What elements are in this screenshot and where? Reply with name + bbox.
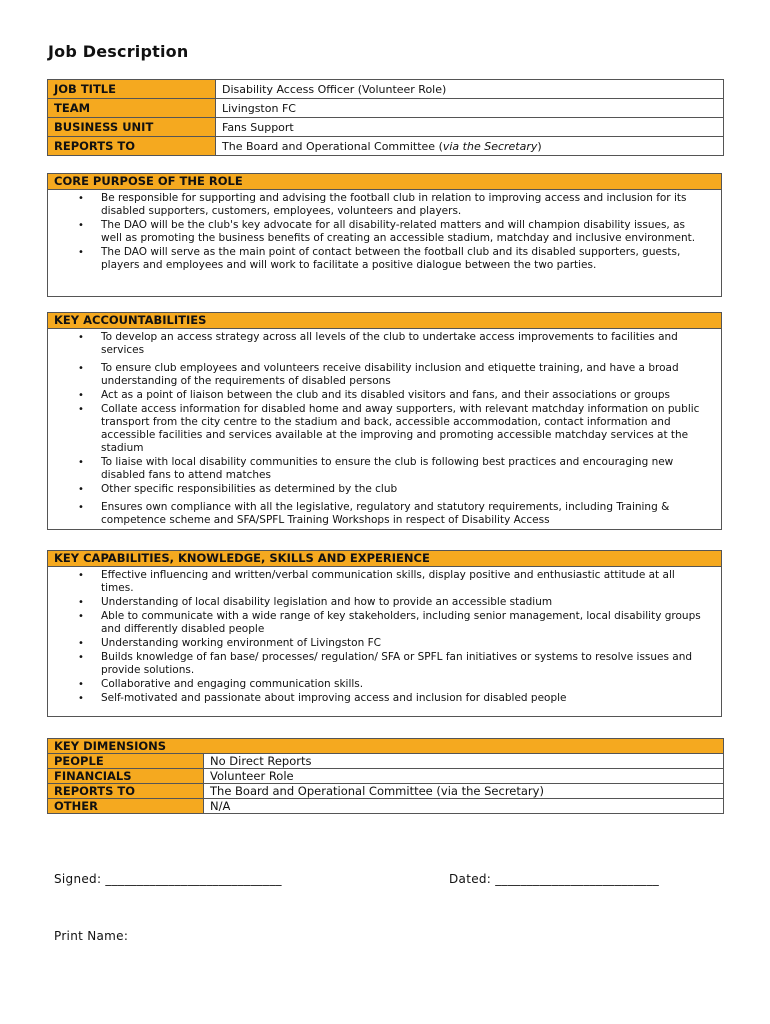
list-item: • Ensures own compliance with all the legislative, regulatory and statutory requirements, including Training & competence scheme and SFA/SPFL Training Workshops in respect of Disability Access <box>101 501 707 527</box>
list-item: • To develop an access strategy across all levels of the club to undertake access improvements to facilities and services <box>101 331 707 357</box>
list-item: • Effective influencing and written/verbal communication skills, display positive and enthusiastic attitude at all times. <box>101 569 707 595</box>
key-dimensions-table <box>47 738 724 814</box>
people-label: PEOPLE <box>48 754 204 769</box>
list-item: • Self-motivated and passionate about improving access and inclusion for disabled people <box>101 692 707 705</box>
table-row <box>48 118 724 137</box>
list-item: • The DAO will be the club's key advocate for all disability-related matters and will champion disability issues, as well as promoting the business benefits of creating an accessible stadium, matchday and inclusive environment. <box>101 219 707 245</box>
key-accountabilities-heading: KEY ACCOUNTABILITIES <box>48 313 721 329</box>
dim-reports-to-value: The Board and Operational Committee (via the Secretary) <box>204 784 724 799</box>
dim-reports-to-label: REPORTS TO <box>48 784 204 799</box>
team-value: Livingston FC <box>216 99 724 118</box>
job-header-table <box>47 79 724 156</box>
other-value: N/A <box>204 799 724 814</box>
table-row <box>48 739 724 754</box>
core-purpose-list <box>48 192 721 272</box>
key-capabilities-list <box>48 569 721 705</box>
list-item: • Able to communicate with a wide range of key stakeholders, including senior management, local disability groups and differently disabled people <box>101 610 707 636</box>
table-row <box>48 769 724 784</box>
financials-value: Volunteer Role <box>204 769 724 784</box>
reports-to-label: REPORTS TO <box>48 137 216 156</box>
list-item: • To ensure club employees and volunteers receive disability inclusion and etiquette training, and have a broad understanding of the requirements of disabled persons <box>101 362 707 388</box>
job-title-value: Disability Access Officer (Volunteer Role) <box>216 80 724 99</box>
reports-to-end: ) <box>537 139 542 153</box>
page-title: Job Description <box>48 42 189 61</box>
team-label: TEAM <box>48 99 216 118</box>
list-item: • Understanding of local disability legislation and how to provide an accessible stadium <box>101 596 707 609</box>
list-item: • To liaise with local disability communities to ensure the club is following best practices and encouraging new disabled fans to attend matches <box>101 456 707 482</box>
list-item: • The DAO will serve as the main point of contact between the football club and its disabled supporters, guests, players and employees and will work to facilitate a positive dialogue between the two parties. <box>101 246 707 272</box>
table-row <box>48 784 724 799</box>
list-item: • Collate access information for disabled home and away supporters, with relevant matchday information on public transport from the city centre to the stadium and back, accessible accommodation, contact information and accessible facilities and services available at the improving and promoting accessible matchday services at the stadium <box>101 403 707 455</box>
financials-label: FINANCIALS <box>48 769 204 784</box>
reports-to-italic: via the Secretary <box>442 139 538 153</box>
dated-line: Dated: __________________________ <box>449 872 660 886</box>
key-capabilities-heading: KEY CAPABILITIES, KNOWLEDGE, SKILLS AND EXPERIENCE <box>48 551 721 567</box>
list-item: • Builds knowledge of fan base/ processes/ regulation/ SFA or SPFL fan initiatives or systems to resolve issues and provide solutions. <box>101 651 707 677</box>
list-item: • Understanding working environment of Livingston FC <box>101 637 707 650</box>
table-row <box>48 799 724 814</box>
table-row <box>48 137 724 156</box>
reports-to-text: The Board and Operational Committee ( <box>222 139 443 153</box>
people-value: No Direct Reports <box>204 754 724 769</box>
list-item: • Collaborative and engaging communication skills. <box>101 678 707 691</box>
key-accountabilities-section <box>47 312 722 530</box>
list-item: • Act as a point of liaison between the club and its disabled visitors and fans, and their associations or groups <box>101 389 707 402</box>
reports-to-value <box>216 137 724 156</box>
key-capabilities-section <box>47 550 722 717</box>
signed-line: Signed: ____________________________ <box>54 872 282 886</box>
key-dimensions-heading: KEY DIMENSIONS <box>48 739 724 754</box>
list-item: • Other specific responsibilities as determined by the club <box>101 483 707 496</box>
print-name-line: Print Name: <box>54 929 129 943</box>
list-item: • Be responsible for supporting and advising the football club in relation to improving access and inclusion for its disabled supporters, customers, employees, volunteers and players. <box>101 192 707 218</box>
table-row <box>48 80 724 99</box>
key-accountabilities-list <box>48 331 721 527</box>
business-unit-label: BUSINESS UNIT <box>48 118 216 137</box>
business-unit-value: Fans Support <box>216 118 724 137</box>
table-row <box>48 99 724 118</box>
other-label: OTHER <box>48 799 204 814</box>
job-title-label: JOB TITLE <box>48 80 216 99</box>
table-row <box>48 754 724 769</box>
core-purpose-section <box>47 173 722 297</box>
core-purpose-heading: CORE PURPOSE OF THE ROLE <box>48 174 721 190</box>
